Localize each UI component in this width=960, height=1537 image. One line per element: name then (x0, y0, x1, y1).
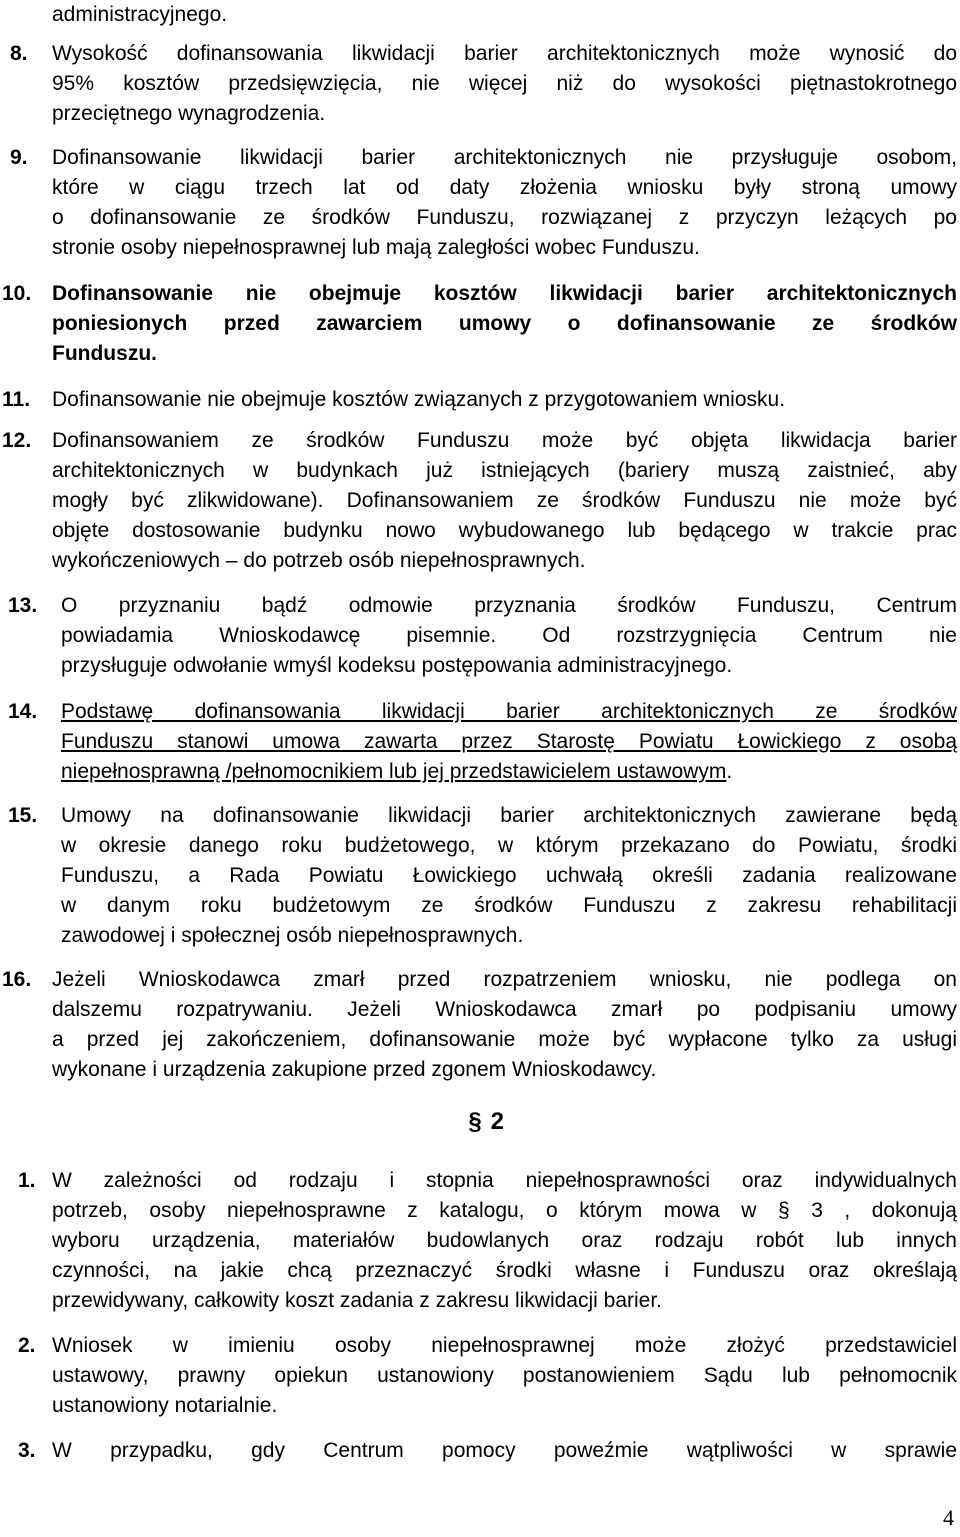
page-number: 4 (943, 1505, 954, 1530)
section-item-3: 3. W przypadku, gdy Centrum pomocy poweźmie wątpliwości w sprawie (0, 1436, 960, 1466)
item-number: 14. (8, 700, 38, 723)
list-item-16: 16. Jeżeli Wnioskodawca zmarł przed rozpatrzeniem wniosku, nie podlega on dalszemu rozpatrywaniu. Jeżeli Wnioskodawca zmarł po podpisaniu umowy a przed jej zakończeniem, dofinansowanie może być wypłacone tylko za usługi wykonane i urządzenia zakupione przed zgonem Wnioskodawcy. (0, 965, 960, 1085)
item-number: 1. (18, 1169, 36, 1192)
item-number: 10. (2, 282, 32, 305)
section-symbol: § (468, 1108, 482, 1135)
section-number: 2 (490, 1108, 505, 1135)
item-number: 16. (2, 968, 32, 991)
list-item-12: 12. Dofinansowaniem ze środków Funduszu może być objęta likwidacja barier architektonicznych w budynkach już istniejących (bariery muszą zaistnieć, aby mogły być zlikwidowane). Dofinansowaniem ze środków Funduszu nie może być objęte dostosowanie budynku nowo wybudowanego lub będącego w trakcie prac wykończeniowych – do potrzeb osób niepełnosprawnych. (0, 426, 960, 576)
section-item-1: 1. W zależności od rodzaju i stopnia niepełnosprawności oraz indywidualnych potrzeb, osoby niepełnosprawne z katalogu, o którym mowa w § 3 , dokonują wyboru urządzenia, materiałów budowlanych oraz rodzaju robót lub innych czynności, na jakie chcą przeznaczyć środki własne i Funduszu oraz określają przewidywany, całkowity koszt zadania z zakresu likwidacji barier. (0, 1166, 960, 1316)
item-number: 15. (8, 804, 38, 827)
item-number: 8. (10, 42, 28, 65)
intro-tail: administracyjnego. (52, 3, 228, 26)
item-number: 11. (2, 388, 31, 411)
section-heading (466, 1108, 504, 1136)
item-number: 13. (8, 594, 38, 617)
item-number: 9. (10, 146, 28, 169)
list-item-14: 14. Podstawę dofinansowania likwidacji barier architektonicznych ze środków Funduszu stanowi umowa zawarta przez Starostę Powiatu Łowickiego z osobą niepełnosprawną /pełnomocnikiem lub jej przedstawicielem ustawowym. (0, 697, 960, 787)
section-item-2: 2. Wniosek w imieniu osoby niepełnosprawnej może złożyć przedstawiciel ustawowy, prawny opiekun ustanowiony postanowieniem Sądu lub pełnomocnik ustanowiony notarialnie. (0, 1331, 960, 1421)
item-number: 12. (2, 429, 32, 452)
list-item-8: 8. Wysokość dofinansowania likwidacji barier architektonicznych może wynosić do 95% kosztów przedsięwzięcia, nie więcej niż do wysokości piętnastokrotnego przeciętnego wynagrodzenia. (0, 39, 960, 129)
item-number: 3. (18, 1439, 36, 1462)
list-item-15: 15. Umowy na dofinansowanie likwidacji barier architektonicznych zawierane będą w okresie danego roku budżetowego, w którym przekazano do Powiatu, środki Funduszu, a Rada Powiatu Łowickiego uchwałą określi zadania realizowane w danym roku budżetowym ze środków Funduszu z zakresu rehabilitacji zawodowej i społecznej osób niepełnosprawnych. (0, 801, 960, 951)
list-item-13: 13. O przyznaniu bądź odmowie przyznania środków Funduszu, Centrum powiadamia Wnioskodawcę pisemnie. Od rozstrzygnięcia Centrum nie przysługuje odwołanie wmyśl kodeksu postępowania administracyjnego. (0, 591, 960, 681)
list-item-11: 11. Dofinansowanie nie obejmuje kosztów związanych z przygotowaniem wniosku. (0, 385, 960, 415)
item-number: 2. (18, 1334, 36, 1357)
list-item-10: 10. Dofinansowanie nie obejmuje kosztów likwidacji barier architektonicznych poniesionych przed zawarciem umowy o dofinansowanie ze środków Funduszu. (0, 279, 960, 369)
list-item-9: 9. Dofinansowanie likwidacji barier architektonicznych nie przysługuje osobom, które w ciągu trzech lat od daty złożenia wniosku były stroną umowy o dofinansowanie ze środków Funduszu, rozwiązanej z przyczyn leżących po stronie osoby niepełnosprawnej lub mają zaległości wobec Funduszu. (0, 143, 960, 263)
